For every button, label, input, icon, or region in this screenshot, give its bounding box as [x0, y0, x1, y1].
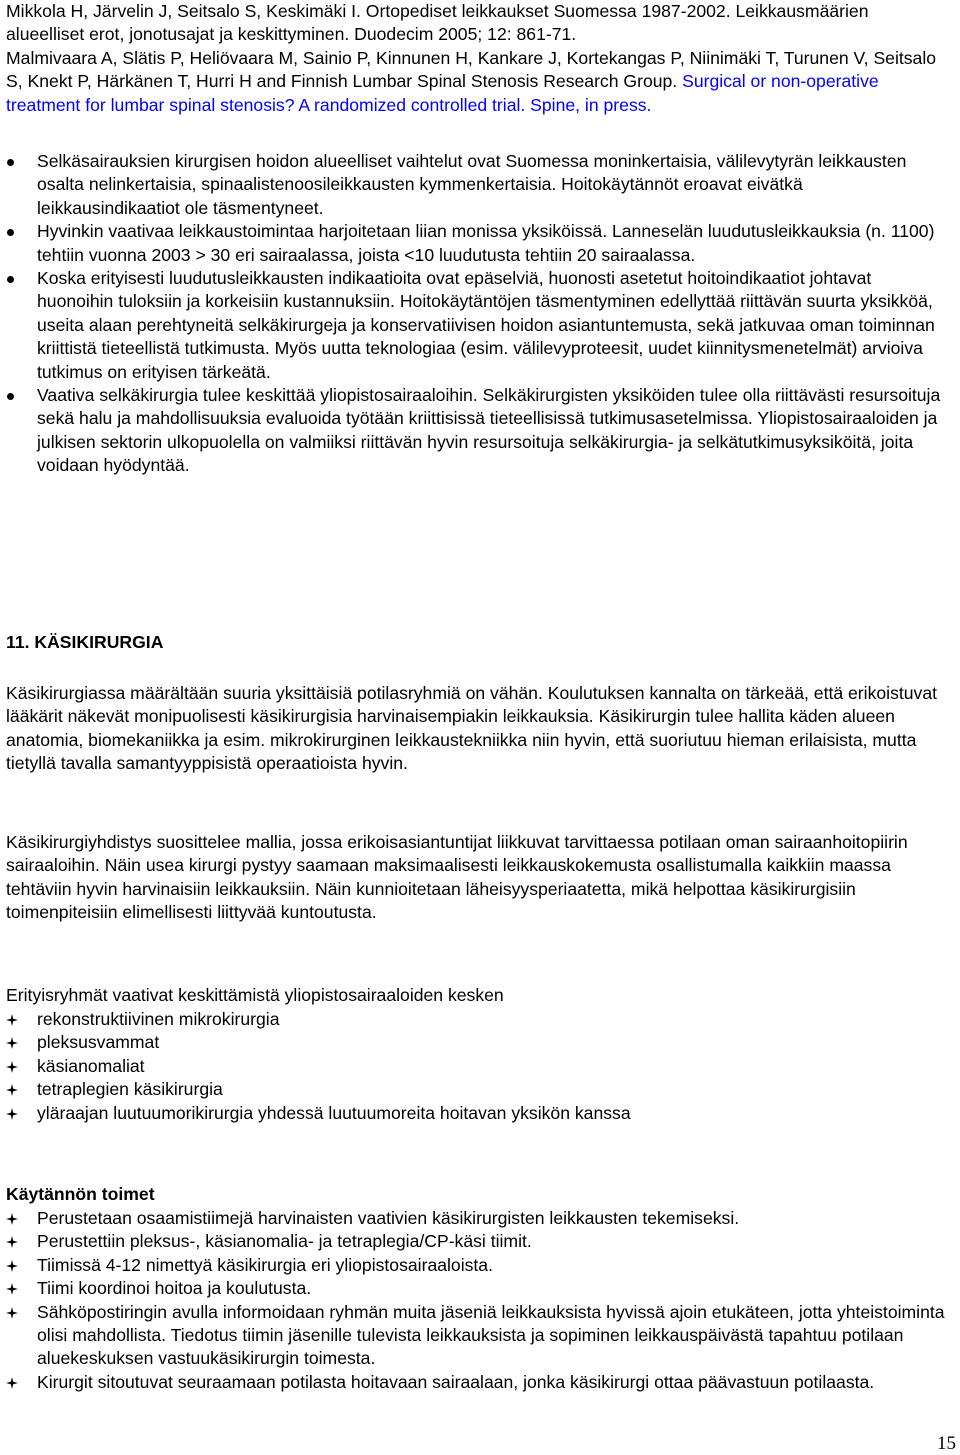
diamond-bullet-icon: [6, 1207, 37, 1230]
diamond-bullet-icon: [6, 1301, 37, 1371]
diamond-bullet-icon: [6, 1055, 37, 1078]
actions-list: [6, 1207, 946, 1394]
list-item-text: pleksusvammat: [37, 1032, 160, 1053]
list-item: [6, 1008, 946, 1031]
spine-surgery-bullet-list: [6, 150, 946, 478]
references: [6, 0, 946, 117]
bullet-text: Vaativa selkäkirurgia tulee keskittää yliopistosairaaloihin. Selkäkirurgisten yksiköiden tulee olla riittävästi resursoituja sekä halu ja mahdollisuuksia evaluoida työtään kriittisissä tieteellisissä tutkimusasetelmissa. Yliopistosairaaloiden ja julkisen sektorin ulkopuolella on valmiiksi riittävän hyvin resursoituja selkäkirurgia- ja selkätutkimusyksiköitä, joita voidaan hyödyntää.: [37, 385, 941, 476]
reference-2-title-link[interactable]: Surgical or non-operative treatment for lumbar spinal stenosis? A randomized controlled trial. Spine, in press.: [6, 71, 879, 115]
list-item: [6, 220, 946, 267]
bullet-dot-icon: [6, 267, 37, 384]
list-item-text: Tiimi koordinoi hoitoa ja koulutusta.: [37, 1278, 312, 1299]
diamond-bullet-icon: [6, 1230, 37, 1253]
list-item: [6, 1207, 946, 1230]
subheading-actions: Käytännön toimet: [6, 1184, 155, 1204]
section-heading: 11. KÄSIKIRURGIA: [6, 632, 164, 652]
bullet-text: Hyvinkin vaativaa leikkaustoimintaa harjoitetaan liian monissa yksiköissä. Lanneselän luudutusleikkauksia (n. 1100) tehtiin vuonna 2003 > 30 eri sairaalassa, joista <10 luudutusta tehtiin 20 sairaalassa.: [37, 221, 935, 265]
list-item: [6, 1254, 946, 1277]
bullet-dot-icon: [6, 384, 37, 478]
bullet-dot-icon: [6, 220, 37, 267]
paragraph-intro: Käsikirurgiassa määrältään suuria yksittäisiä potilasryhmiä on vähän. Koulutuksen kannalta on tärkeää, että erikoistuvat lääkärit näkevät monipuolisesti käsikirurgisia harvinaisempiakin leikkauksia. Käsikirurgin tulee hallita käden alueen anatomia, biomekaniikka ja esim. mikrokirurginen leikkaustekniikka niin hyvin, että suoriutuu hieman erilaisista, mutta tietyllä tavalla samantyyppisistä operaatioista hyvin.: [6, 683, 938, 774]
diamond-bullet-icon: [6, 1008, 37, 1031]
diamond-bullet-icon: [6, 1031, 37, 1054]
diamond-bullet-icon: [6, 1102, 37, 1125]
bullet-text: Koska erityisesti luudutusleikkausten indikaatioita ovat epäselviä, huonosti asetetut hoitoindikaatiot johtavat huonoihin tuloksiin ja korkeisiin kustannuksiin. Hoitokäytäntöjen täsmentyminen edellyttää riittävän suurta yksikköä, useita alaan perehtyneitä selkäkirurgeja ja konservatiivisen hoidon asiantuntemusta, sekä jatkuvaa oman toiminnan kriittistä tieteellistä tutkimusta. Myös uutta teknologiaa (esim. välilevyproteesit, uudet kiinnitysmenetelmät) arvioiva tutkimus on erityisen tärkeätä.: [37, 268, 935, 382]
paragraph-special-groups: Erityisryhmät vaativat keskittämistä yliopistosairaaloiden kesken: [6, 985, 504, 1005]
special-groups-list: [6, 1008, 946, 1125]
diamond-bullet-icon: [6, 1277, 37, 1300]
page-number: 15: [937, 1433, 956, 1454]
diamond-bullet-icon: [6, 1371, 37, 1394]
bullet-text: Selkäsairauksien kirurgisen hoidon alueelliset vaihtelut ovat Suomessa moninkertaisia, välilevytyrän leikkausten osalta nelinkertaisia, spinaalistenoosileikkausten kymmenkertaisia. Hoitokäytännöt eroavat eivätkä leikkausindikaatiot ole täsmentyneet.: [37, 151, 907, 218]
reference-2: [6, 47, 946, 117]
list-item-text: yläraajan luutuumorikirurgia yhdessä luutuumoreita hoitavan yksikön kanssa: [37, 1102, 631, 1123]
reference-1: Mikkola H, Järvelin J, Seitsalo S, Keskimäki I. Ortopediset leikkaukset Suomessa 1987-2002. Leikkausmäärien alueelliset erot, jonotusajat ja keskittyminen. Duodecim 2005; 12: 861-71.: [6, 1, 869, 45]
list-item: [6, 1102, 946, 1125]
paragraph-model: Käsikirurgiyhdistys suosittelee mallia, jossa erikoisasiantuntijat liikkuvat tarvittaessa potilaan oman sairaanhoitopiirin sairaaloihin. Näin usea kirurgi pystyy saamaan maksimaalisesti leikkauskokemusta osallistumalla kaikkiin maassa tehtäviin hyvin harvinaisiin leikkauksiin. Näin kunnioitetaan läheisyysperiaatetta, mikä helpottaa käsikirurgisiin toimenpiteisiin elimellisesti liittyvää kuntoutusta.: [6, 832, 908, 923]
list-item: [6, 1230, 946, 1253]
list-item: [6, 267, 946, 384]
list-item: [6, 1078, 946, 1101]
list-item: [6, 1301, 946, 1371]
list-item: [6, 1055, 946, 1078]
list-item-text: käsianomaliat: [37, 1055, 145, 1076]
list-item-text: tetraplegien käsikirurgia: [37, 1079, 223, 1100]
list-item-text: Kirurgit sitoutuvat seuraamaan potilasta hoitavaan sairaalaan, jonka käsikirurgi ottaa päävastuun potilaasta.: [37, 1371, 875, 1392]
list-item-text: Perustettiin pleksus-, käsianomalia- ja tetraplegia/CP-käsi tiimit.: [37, 1231, 532, 1252]
diamond-bullet-icon: [6, 1078, 37, 1101]
list-item-text: rekonstruktiivinen mikrokirurgia: [37, 1009, 280, 1029]
list-item: [6, 1277, 946, 1300]
list-item: [6, 150, 946, 220]
diamond-bullet-icon: [6, 1254, 37, 1277]
list-item: [6, 384, 946, 478]
list-item-text: Sähköpostiringin avulla informoidaan ryhmän muita jäseniä leikkauksista hyvissä ajoin etukäteen, jotta yhteistoiminta olisi mahdollista. Tiedotus tiimin jäsenille tulevista leikkauksista ja sopiminen leikkauspäivästä tapahtuu potilaan aluekeskuksen vastuukäsikirurgin toimesta.: [37, 1301, 945, 1369]
list-item-text: Perustetaan osaamistiimejä harvinaisten vaativien käsikirurgisten leikkausten tekemiseksi.: [37, 1208, 740, 1228]
list-item-text: Tiimissä 4-12 nimettyä käsikirurgia eri yliopistosairaaloista.: [37, 1254, 493, 1275]
reference-2-authors: Malmivaara A, Slätis P, Heliövaara M, Sainio P, Kinnunen H, Kankare J, Kortekangas P, Niinimäki T, Turunen V, Seitsalo S, Knekt P, Härkänen T, Hurri H and Finnish Lumbar Spinal Stenosis Research Group.: [6, 47, 937, 92]
list-item: [6, 1371, 946, 1394]
bullet-dot-icon: [6, 150, 37, 220]
list-item: [6, 1031, 946, 1054]
